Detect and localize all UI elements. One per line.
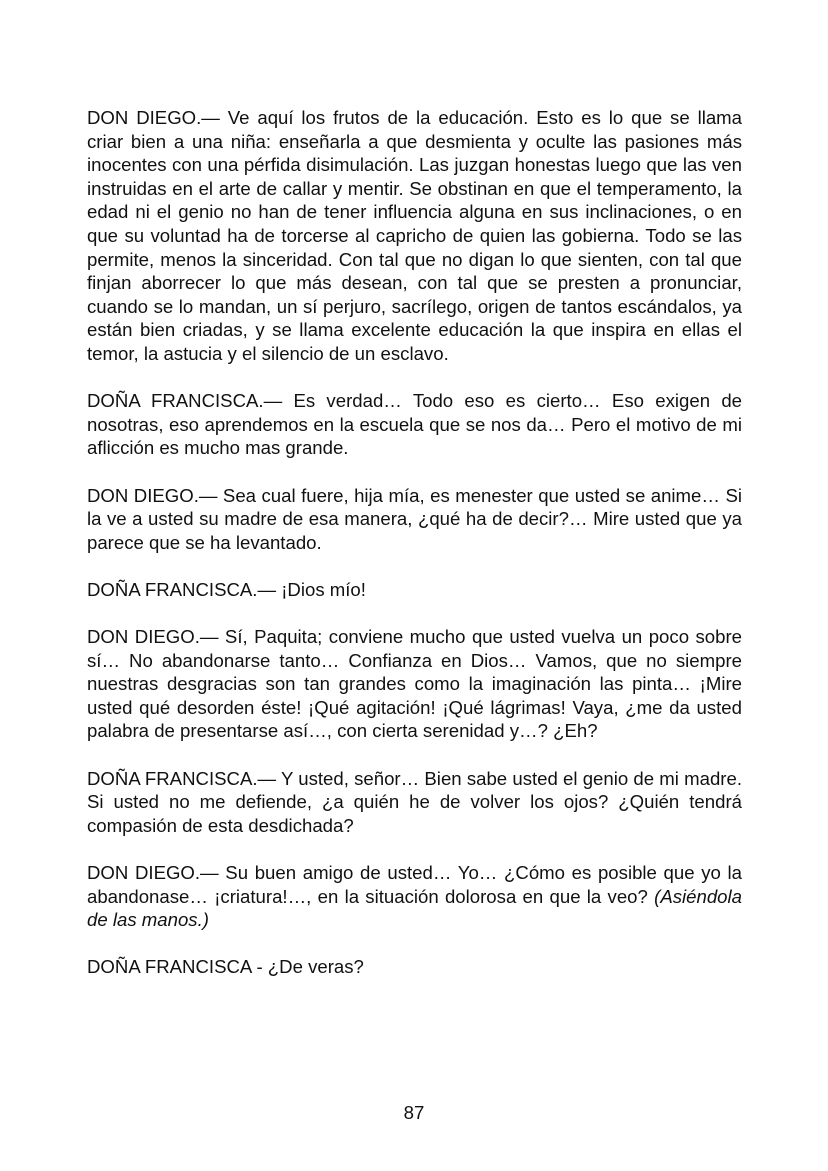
dialogue-paragraph: DON DIEGO.— Sí, Paquita; conviene mucho que usted vuelva un poco sobre sí… No abandonarse tanto… Confianza en Dios… Vamos, que no siempre nuestras desgracias son tan grandes como la imaginación las pinta… ¡Mire usted qué desorden éste! ¡Qué agitación! ¡Qué lágrimas! Vaya, ¿me da usted palabra de presentarse así…, con cierta serenidad y…? ¿Eh? bbox=[87, 626, 742, 742]
dialogue-paragraph: DOÑA FRANCISCA.— ¡Dios mío! bbox=[87, 578, 366, 600]
dialogue-paragraph: DON DIEGO.— Ve aquí los frutos de la educación. Esto es lo que se llama criar bien a una niña: enseñarla a que desmienta y oculte las pasiones más inocentes con una pérfida disimulación. Las juzgan honestas luego que las ven instruidas en el arte de callar y mentir. Se obstinan en que el temperamento, la edad ni el genio no han de tener influencia alguna en sus inclinaciones, o en que su voluntad ha de torcerse al capricho de quien las gobierna. Todo se las permite, menos la sinceridad. Con tal que no digan lo que sienten, con tal que finjan aborrecer lo que más desean, con tal que se presten a pronunciar, cuando se lo mandan, un sí perjuro, sacrílego, origen de tantos escándalos, ya están bien criadas, y se llama excelente educación la que inspira en ellas el temor, la astucia y el silencio de un esclavo. bbox=[87, 107, 742, 364]
page-body bbox=[87, 106, 742, 1003]
dialogue-text: DON DIEGO.— Su buen amigo de usted… Yo… ¿Cómo es posible que yo la abandonase… ¡criatura!…, en la situación dolorosa en que la veo? bbox=[87, 862, 742, 907]
page-number: 87 bbox=[403, 1102, 425, 1123]
dialogue-paragraph: DON DIEGO.— Sea cual fuere, hija mía, es menester que usted se anime… Si la ve a usted su madre de esa manera, ¿qué ha de decir?… Mire usted que ya parece que se ha levantado. bbox=[87, 484, 742, 553]
stage-direction: (Asiéndola de las manos.) bbox=[87, 885, 742, 931]
dialogue-paragraph: DOÑA FRANCISCA.— Es verdad… Todo eso es cierto… Eso exigen de nosotras, eso aprendemos en la escuela que se nos da… Pero el motivo de mi aflicción es mucho mas grande. bbox=[87, 390, 742, 459]
dialogue-paragraph: DOÑA FRANCISCA.— Y usted, señor… Bien sabe usted el genio de mi madre. Si usted no me defiende, ¿a quién he de volver los ojos? ¿Quién tendrá compasión de esta desdichada? bbox=[87, 767, 742, 836]
dialogue-paragraph: DOÑA FRANCISCA - ¿De veras? bbox=[87, 956, 364, 978]
dialogue-paragraph bbox=[87, 861, 742, 932]
